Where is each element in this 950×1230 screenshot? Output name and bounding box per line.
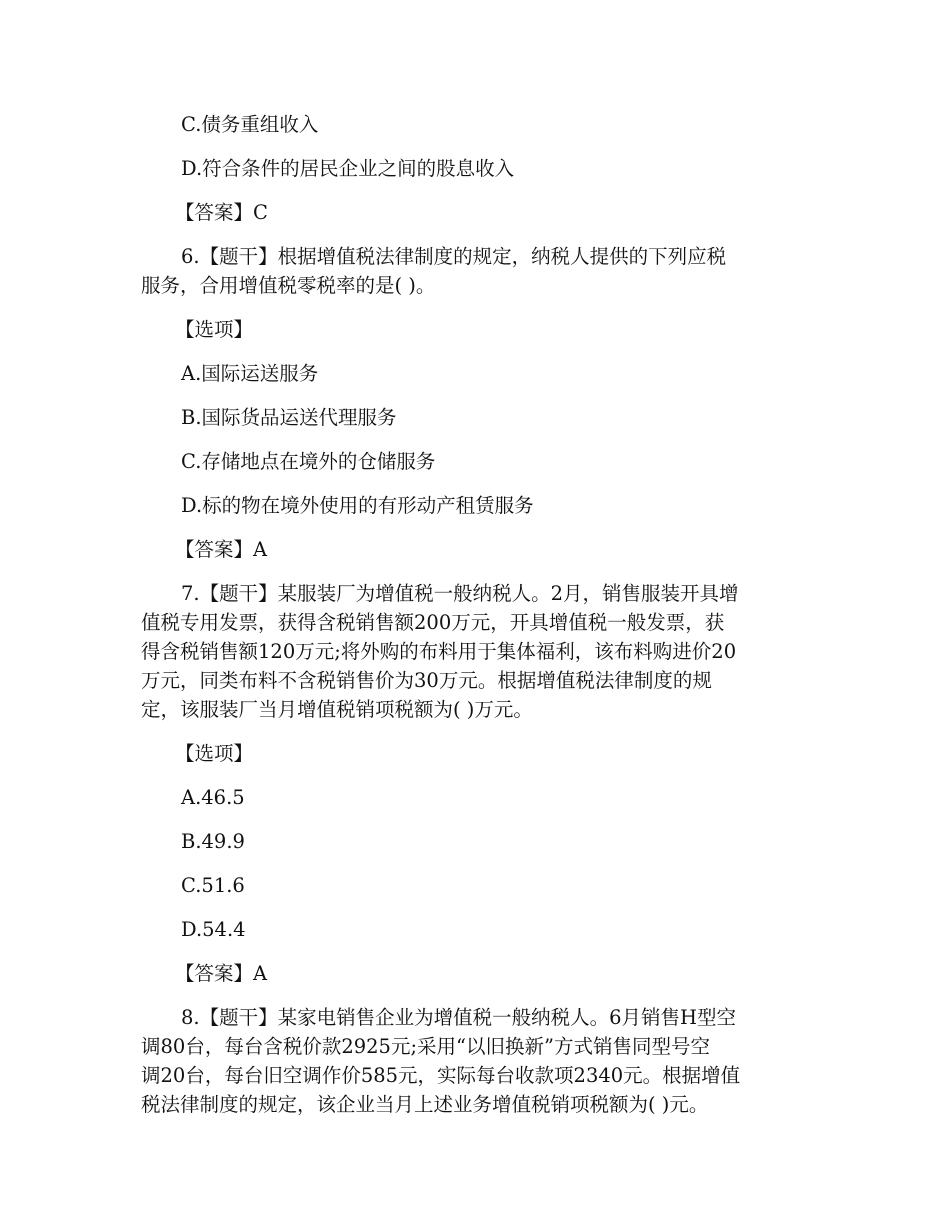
q8-stem-line-2: 调80台，每台含税价款2925元;采用“以旧换新”方式销售同型号空 (141, 1035, 710, 1058)
q7-option-a: A.46.5 (181, 786, 245, 809)
q5-answer: 【答案】C (175, 201, 268, 224)
document-page (141, 110, 811, 1119)
q8-stem-line-4: 税法律制度的规定，该企业当月上述业务增值税销项税额为( )元。 (141, 1093, 709, 1116)
q8-stem-line-1: 8.【题干】某家电销售企业为增值税一般纳税人。6月销售H型空 (181, 1006, 737, 1029)
q7-stem-line-3: 得含税销售额120万元;将外购的布料用于集体福利，该布料购进价20 (141, 640, 737, 663)
q7-options-label: 【选项】 (175, 742, 254, 765)
q6-option-d: D.标的物在境外使用的有形动产租赁服务 (181, 494, 534, 517)
q6-stem-line-2: 服务，合用增值税零税率的是( )。 (141, 274, 436, 297)
q8-stem (141, 1003, 811, 1119)
q7-option-d: D.54.4 (181, 918, 246, 941)
q6-option-c: C.存储地点在境外的仓储服务 (181, 450, 436, 473)
q6-answer: 【答案】A (175, 538, 268, 561)
q7-stem-line-4: 万元，同类布料不含税销售价为30万元。根据增值税法律制度的规 (141, 669, 712, 692)
q6-stem (141, 242, 811, 300)
q7-stem (141, 579, 811, 724)
q7-option-b: B.49.9 (181, 830, 245, 853)
q6-options-label: 【选项】 (175, 318, 254, 341)
q6-option-b: B.国际货品运送代理服务 (181, 406, 397, 429)
q5-option-d: D.符合条件的居民企业之间的股息收入 (181, 157, 515, 180)
q7-stem-line-2: 值税专用发票，获得含税销售额200万元，开具增值税一般发票，获 (141, 611, 725, 634)
q7-stem-line-5: 定，该服装厂当月增值税销项税额为( )万元。 (141, 698, 533, 721)
q6-stem-line-1: 6.【题干】根据增值税法律制度的规定，纳税人提供的下列应税 (181, 245, 727, 268)
q6-option-a: A.国际运送服务 (181, 362, 319, 385)
q8-stem-line-3: 调20台，每台旧空调作价585元，实际每台收款项2340元。根据增值 (141, 1064, 741, 1087)
q7-stem-line-1: 7.【题干】某服装厂为增值税一般纳税人。2月，销售服装开具增 (181, 582, 739, 605)
q7-answer: 【答案】A (175, 962, 268, 985)
q7-option-c: C.51.6 (181, 874, 245, 897)
q5-option-c: C.债务重组收入 (181, 113, 319, 136)
